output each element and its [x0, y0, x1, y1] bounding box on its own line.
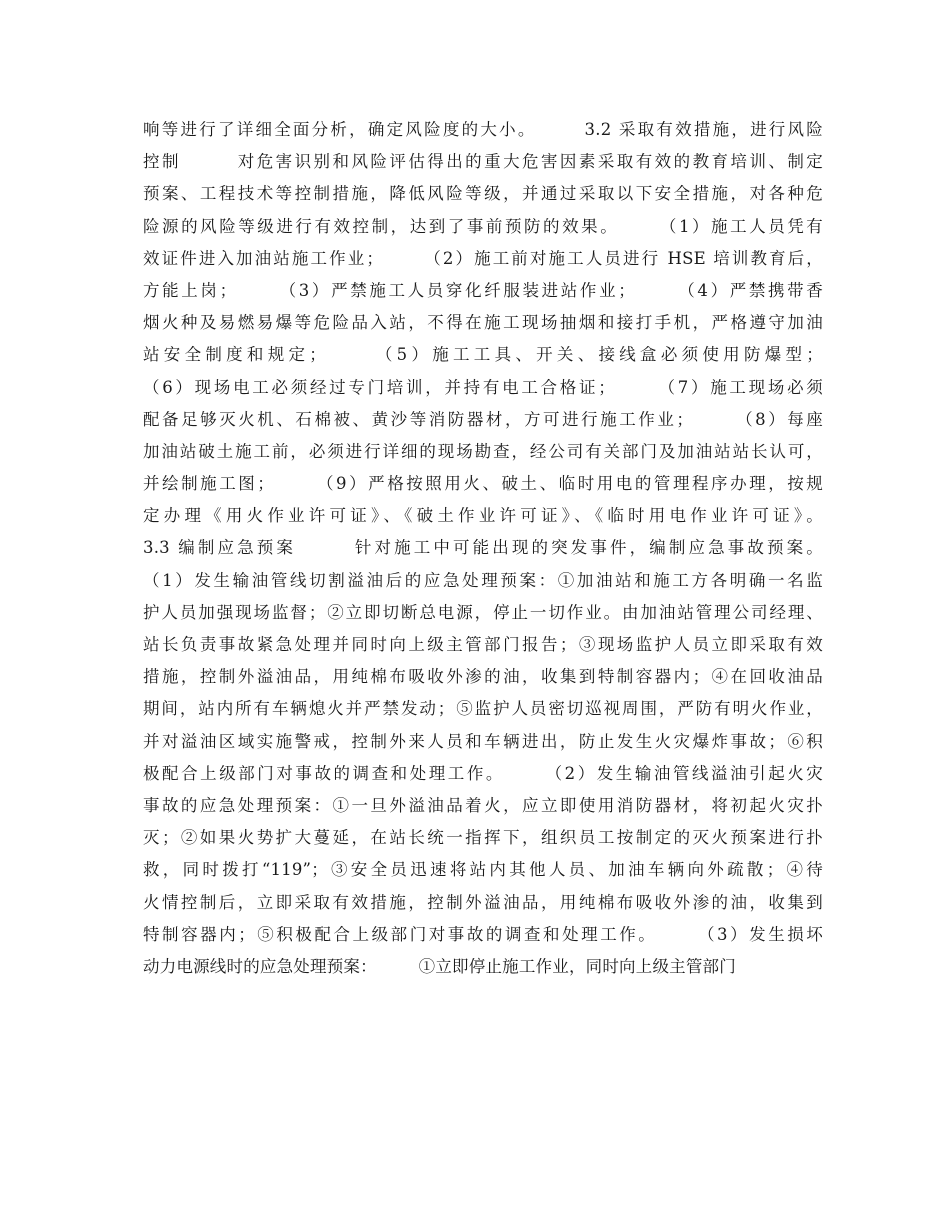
text-line: （6）现场电工必须经过专门培训，并持有电工合格证； （7）施工现场必须	[143, 377, 823, 397]
text-line: 事故的应急处理预案：①一旦外溢油品着火，应立即使用消防器材，将初起火灾扑	[143, 795, 823, 815]
text-line: 预案、工程技术等控制措施，降低风险等级，并通过采取以下安全措施，对各种危	[143, 184, 823, 204]
text-line: （1）发生输油管线切割溢油后的应急处理预案：①加油站和施工方各明确一名监	[143, 570, 823, 590]
text-line: 动力电源线时的应急处理预案： ①立即停止施工作业，同时向上级主管部门	[143, 956, 736, 976]
text-line: 措施，控制外溢油品，用纯棉布吸收外渗的油，收集到特制容器内；④在回收油品	[143, 667, 823, 687]
text-line: 并绘制施工图； （9）严格按照用火、破土、临时用电的管理程序办理，按规	[143, 474, 823, 494]
text-line: 险源的风险等级进行有效控制，达到了事前预防的效果。 （1）施工人员凭有	[143, 216, 823, 236]
text-line: 烟火种及易燃易爆等危险品入站，不得在施工现场抽烟和接打手机，严格遵守加油	[143, 313, 823, 333]
text-line: 特制容器内；⑤积极配合上级部门对事故的调查和处理工作。 （3）发生损坏	[143, 924, 823, 944]
text-line: 效证件进入加油站施工作业； （2）施工前对施工人员进行 HSE 培训教育后，	[143, 248, 823, 268]
text-line: 定办理《用火作业许可证》、《破土作业许可证》、《临时用电作业许可证》。	[143, 506, 823, 526]
text-line: 极配合上级部门对事故的调查和处理工作。 （2）发生输油管线溢油引起火灾	[143, 763, 823, 783]
text-line: 期间，站内所有车辆熄火并严禁发动；⑤监护人员密切巡视周围，严防有明火作业，	[143, 699, 823, 719]
text-line: 并对溢油区域实施警戒，控制外来人员和车辆进出，防止发生火灾爆炸事故；⑥积	[143, 731, 823, 751]
text-line: 站长负责事故紧急处理并同时向上级主管部门报告；③现场监护人员立即采取有效	[143, 635, 823, 654]
text-line: 救，同时拨打“119”；③安全员迅速将站内其他人员、加油车辆向外疏散；④待	[143, 860, 823, 880]
text-line: 配备足够灭火机、石棉被、黄沙等消防器材，方可进行施工作业； （8）每座	[143, 409, 823, 429]
text-line: 护人员加强现场监督；②立即切断总电源，停止一切作业。由加油站管理公司经理、	[143, 602, 823, 622]
text-line: 加油站破土施工前，必须进行详细的现场勘查，经公司有关部门及加油站站长认可，	[143, 441, 823, 461]
text-line: 响等进行了详细全面分析，确定风险度的大小。 3.2 采取有效措施，进行风险	[143, 120, 823, 139]
text-line: 方能上岗； （3）严禁施工人员穿化纤服装进站作业； （4）严禁携带香	[143, 280, 823, 300]
text-line: 火情控制后，立即采取有效措施，控制外溢油品，用纯棉布吸收外渗的油，收集到	[143, 892, 823, 912]
text-line: 控制 对危害识别和风险评估得出的重大危害因素采取有效的教育培训、制定	[143, 152, 823, 172]
text-line: 3.3 编制应急预案 针对施工中可能出现的突发事件，编制应急事故预案。	[143, 538, 823, 558]
body-text	[143, 114, 823, 983]
text-line: 站安全制度和规定； （5）施工工具、开关、接线盒必须使用防爆型；	[143, 345, 823, 365]
text-line: 灭；②如果火势扩大蔓延，在站长统一指挥下，组织员工按制定的灭火预案进行扑	[143, 828, 823, 848]
